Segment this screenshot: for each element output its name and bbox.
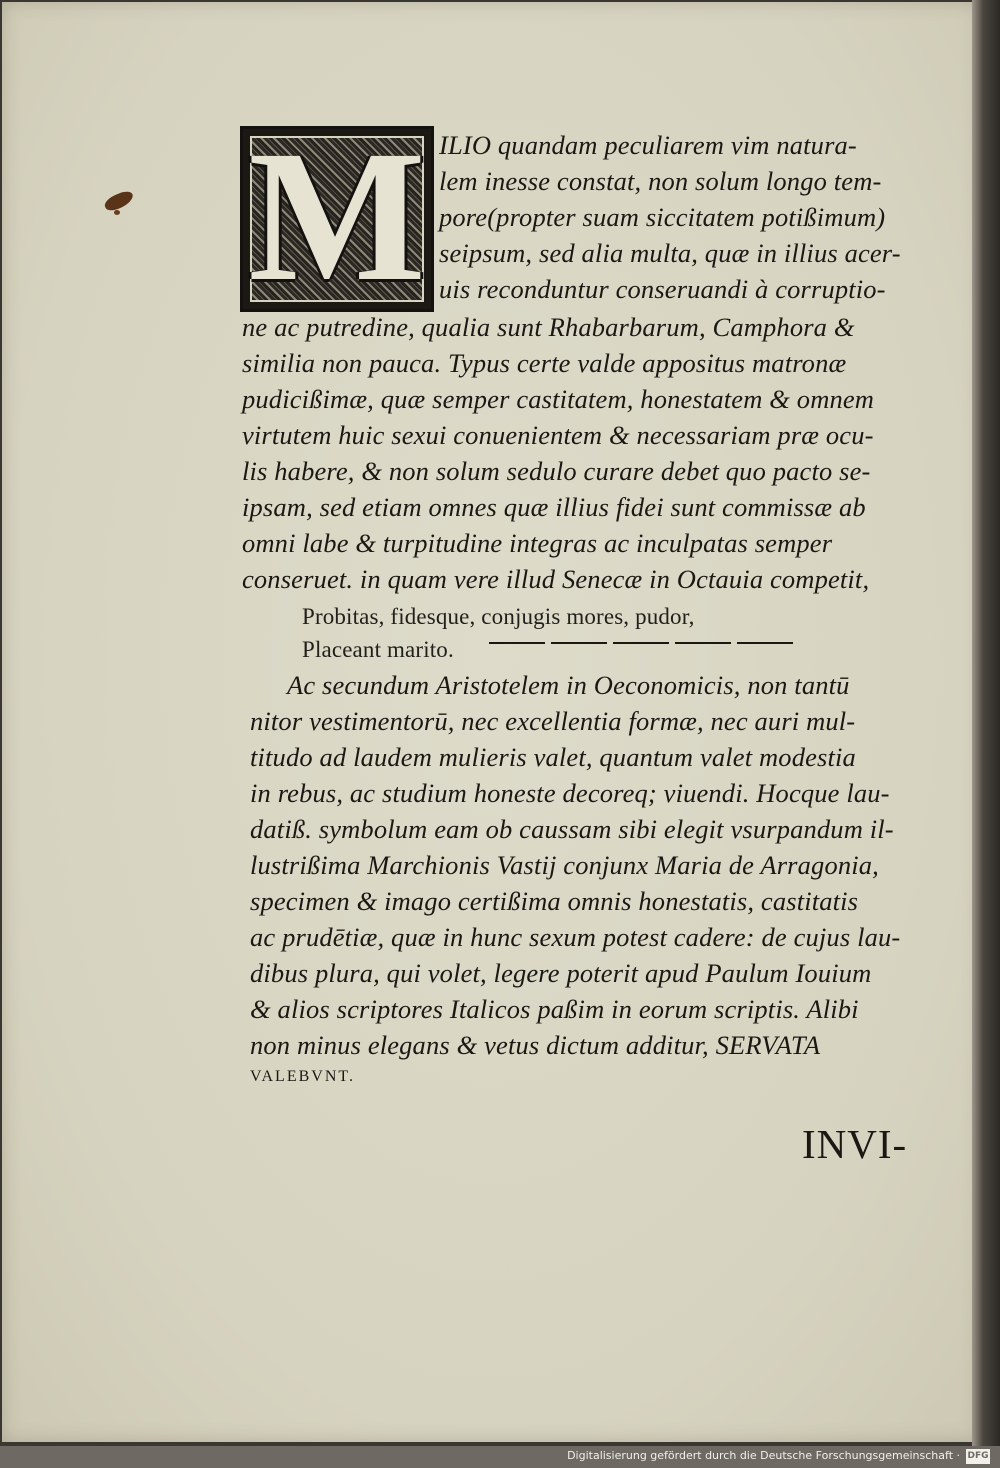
text-line-17: in rebus, ac studium honeste decoreq; viuendi. Hocque lau- [250,778,890,808]
text-line-3: pore(propter suam siccitatem potißimum) [439,202,886,232]
text-line-23: & alios scriptores Italicos paßim in eorum scriptis. Alibi [250,994,859,1024]
text-line-8: pudicißimæ, quæ semper castitatem, honestatem & omnem [242,384,875,414]
text-line-20: specimen & imago certißima omnis honestatis, castitatis [250,886,859,916]
dfg-logo[interactable]: DFG [966,1449,990,1464]
quote-line-2: Placeant marito. [302,637,454,662]
ink-blot [102,189,135,213]
text-line-2: lem inesse constat, non solum longo tem- [439,166,882,196]
text-line-14: Ac secundum Aristotelem in Oeconomicis, non tantū [287,670,850,700]
text-line-13: conseruet. in quam vere illud Senecæ in Octauia competit, [242,564,870,594]
dashed-rule [489,642,795,644]
initial-letter: M [248,126,426,312]
text-line-11: ipsam, sed etiam omnes quæ illius fidei sunt commissæ ab [242,492,866,522]
text-line-4: seipsum, sed alia multa, quæ in illius acer- [439,238,901,268]
text-line-25: VALEBVNT. [250,1068,355,1085]
catchword: INVI- [802,1121,908,1167]
text-line-9: virtutem huic sexui conuenientem & necessariam præ ocu- [242,420,874,450]
text-line-12: omni labe & turpitudine integras ac inculpatas semper [242,528,833,558]
quote-line-1: Probitas, fidesque, conjugis mores, pudor, [302,604,695,629]
footer-credit: Digitalisierung gefördert durch die Deutsche Forschungsgemeinschaft · [567,1449,960,1462]
text-line-1: ILIO quandam peculiarem vim natura- [439,130,857,160]
text-line-15: nitor vestimentorū, nec excellentia formæ, nec auri mul- [250,706,856,736]
text-line-10: lis habere, & non solum sedulo curare debet quo pacto se- [242,456,871,486]
text-line-19: lustrißima Marchionis Vastij conjunx Maria de Arragonia, [250,850,879,880]
text-line-18: datiß. symbolum eam ob caussam sibi elegit vsurpandum il- [250,814,894,844]
text-line-24: non minus elegans & vetus dictum additur, SERVATA [250,1030,821,1060]
text-line-5: uis reconduntur conseruandi à corruptio- [439,274,886,304]
book-page [2,2,980,1442]
text-line-16: titudo ad laudem mulieris valet, quantum valet modestia [250,742,856,772]
ink-blot-tail [114,210,120,215]
text-line-22: dibus plura, qui volet, legere poterit apud Paulum Iouium [250,958,872,988]
footer-bar [0,1446,1000,1468]
text-line-7: similia non pauca. Typus certe valde appositus matronæ [242,348,847,378]
text-line-21: ac prudētiæ, quæ in hunc sexum potest cadere: de cujus lau- [250,922,901,952]
page-edge [972,0,1000,1446]
text-line-6: ne ac putredine, qualia sunt Rhabarbarum, Camphora & [242,312,855,342]
decorated-initial [240,126,434,312]
